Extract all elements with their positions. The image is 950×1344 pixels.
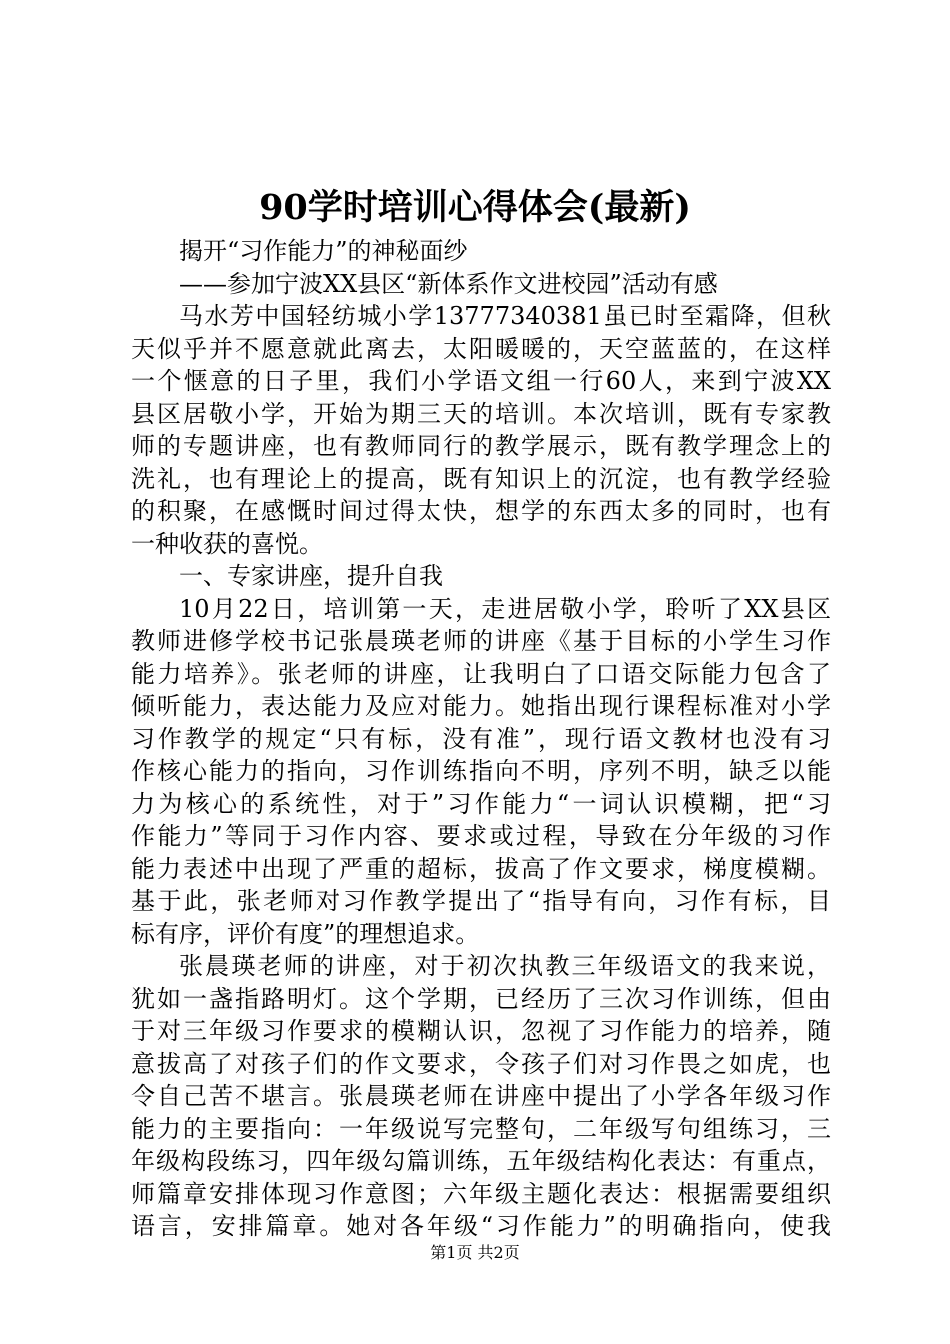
text-line: 的积聚，在感慨时间过得太快，想学的东西太多的同时，也有: [131, 497, 831, 525]
text-line: 标有序，评价有度”的理想追求。: [131, 919, 480, 948]
text-line: 于对三年级习作要求的模糊认识，忽视了习作能力的培养，随: [131, 1017, 831, 1045]
text-line: ——参加宁波XX县区“新体系作文进校园”活动有感: [179, 269, 718, 298]
text-line: 习作教学的规定“只有标，没有准”，现行语文教材也没有习: [131, 724, 831, 753]
text-line: 倾听能力，表达能力及应对能力。她指出现行课程标准对小学: [131, 692, 831, 720]
text-line: 力为核心的系统性，对于”习作能力“一词认识模糊，把“习: [131, 789, 831, 818]
text-line: 师篇章安排体现习作意图；六年级主题化表达：根据需要组织: [131, 1179, 831, 1208]
text-line: 县区居敬小学，开始为期三天的培训。本次培训，既有专家教: [131, 399, 831, 428]
document-body: [131, 235, 831, 1243]
text-line: 教师进修学校书记张晨瑛老师的讲座《基于目标的小学生习作: [131, 627, 831, 655]
text-line: 能力培养》。张老师的讲座，让我明白了口语交际能力包含了: [131, 659, 831, 688]
text-line: 基于此，张老师对习作教学提出了“指导有向，习作有标，目: [131, 887, 831, 915]
text-line: 作能力”等同于习作内容、要求或过程，导致在分年级的习作: [131, 822, 831, 850]
text-line: 能力的主要指向：一年级说写完整句，二年级写句组练习，三: [131, 1114, 831, 1143]
text-line: 揭开“习作能力”的神秘面纱: [179, 237, 468, 265]
text-line: 马水芳中国轻纺城小学13777340381虽已时至霜降，但秋: [179, 302, 831, 330]
text-line: 语言，安排篇章。她对各年级“习作能力”的明确指向，使我: [131, 1212, 831, 1240]
text-line: 一、专家讲座，提升自我: [179, 562, 443, 590]
text-line: 一个惬意的日子里，我们小学语文组一行60人，来到宁波XX: [131, 367, 831, 395]
text-line: 意拔高了对孩子们的作文要求，令孩子们对习作畏之如虎，也: [131, 1049, 831, 1078]
text-line: 能力表述中出现了严重的超标，拔高了作文要求，梯度模糊。: [131, 854, 831, 883]
text-line: 一种收获的喜悦。: [131, 529, 323, 558]
page-footer: 第1页 共2页: [430, 1243, 520, 1262]
text-line: 令自己苦不堪言。张晨瑛老师在讲座中提出了小学各年级习作: [131, 1082, 831, 1110]
text-line: 张晨瑛老师的讲座，对于初次执教三年级语文的我来说，: [179, 952, 831, 980]
text-line: 洗礼，也有理论上的提高，既有知识上的沉淀，也有教学经验: [131, 464, 831, 493]
text-line: 作核心能力的指向，习作训练指向不明，序列不明，缺乏以能: [131, 757, 831, 785]
document-title: 90学时培训心得体会(最新): [259, 187, 691, 228]
text-line: 10月22日，培训第一天，走进居敬小学，聆听了XX县区: [179, 594, 831, 623]
text-line: 天似乎并不愿意就此离去，太阳暖暖的，天空蓝蓝的，在这样: [131, 334, 831, 363]
text-line: 年级构段练习，四年级勾篇训练，五年级结构化表达：有重点，: [131, 1147, 831, 1175]
text-line: 犹如一盏指路明灯。这个学期，已经历了三次习作训练，但由: [131, 984, 831, 1013]
text-line: 师的专题讲座，也有教师同行的教学展示，既有教学理念上的: [131, 432, 831, 460]
